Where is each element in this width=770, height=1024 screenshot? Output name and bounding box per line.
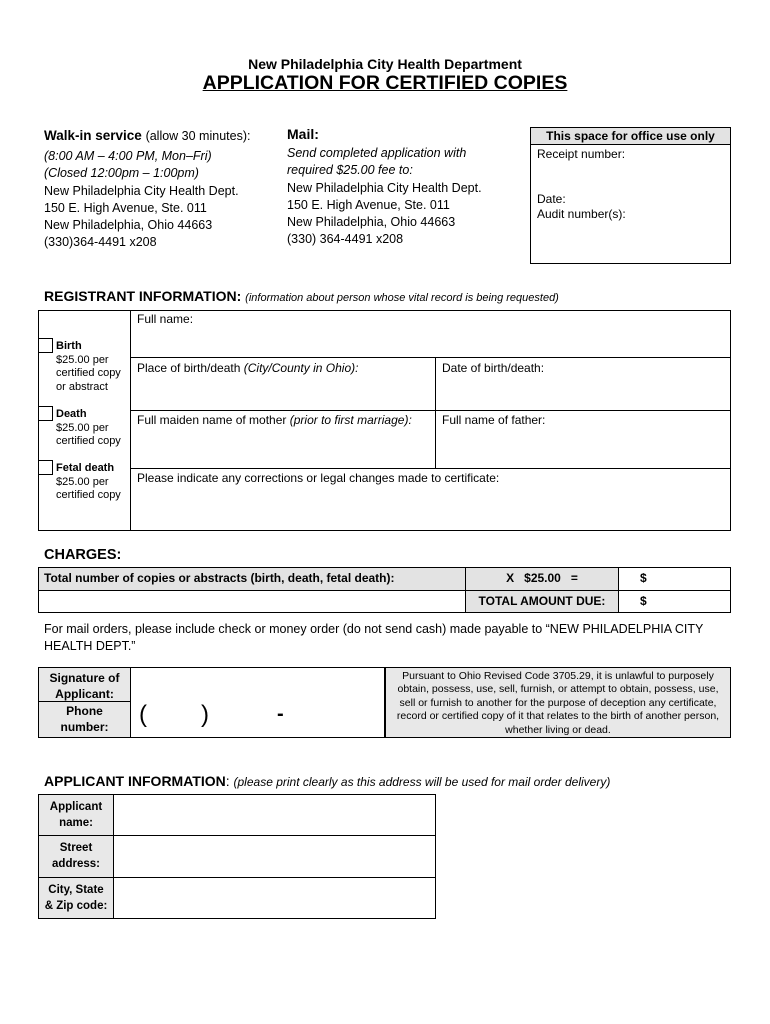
birth-checkbox[interactable] — [38, 338, 53, 353]
mother-input[interactable] — [137, 432, 433, 464]
signature-label: Signature of Applicant: — [49, 671, 120, 701]
date-input[interactable] — [442, 380, 728, 406]
total-copies-label: Total number of copies or abstracts (birth, death, fetal death): — [44, 571, 395, 585]
phone-paren-close: ) — [201, 701, 209, 728]
phone-line-input[interactable] — [292, 708, 382, 732]
phone-paren-open: ( — [139, 701, 147, 728]
price-multiplier: X $25.00 = — [506, 571, 578, 585]
office-use-heading: This space for office use only — [531, 128, 730, 145]
signature-input[interactable] — [136, 670, 384, 700]
full-name-input[interactable] — [137, 330, 726, 354]
walkin-heading: Walk-in service (allow 30 minutes): — [44, 128, 251, 143]
phone-prefix-input[interactable] — [214, 708, 278, 732]
department-name: New Philadelphia City Health Department — [248, 56, 522, 72]
fetal-death-checkbox[interactable] — [38, 460, 53, 475]
applicant-name-input[interactable] — [118, 798, 434, 834]
legal-notice: Pursuant to Ohio Revised Code 3705.29, it is unlawful to purposely obtain, possess, use, sell, furnish, or attempt to obtain, possess, use, sell or furnish to another for the purpose of deception any certificate, record or certified copy of it that relates to the birth of another person, whether living or dead. — [396, 670, 720, 736]
phone-area-code-input[interactable] — [150, 708, 202, 732]
office-use-box — [530, 127, 731, 264]
phone-dash: - — [277, 703, 284, 725]
mail-details: Send completed application with required $25.00 fee to: New Philadelphia City Health Dept. 150 E. High Avenue, Ste. 011 New Philadelphia, Ohio 44663 (330) 364-4491 x208 — [287, 146, 482, 247]
city-state-zip-input[interactable] — [118, 881, 434, 917]
full-name-label: Full name: — [137, 312, 194, 326]
death-checkbox[interactable] — [38, 406, 53, 421]
place-input[interactable] — [137, 380, 433, 406]
mother-label: Full maiden name of mother (prior to first marriage): — [137, 413, 412, 427]
charges-heading: CHARGES: — [44, 547, 122, 563]
applicant-heading: APPLICANT INFORMATION: (please print clearly as this address will be used for mail order delivery) — [44, 773, 611, 789]
receipt-number-label: Receipt number: — [537, 147, 626, 161]
street-address-input[interactable] — [118, 839, 434, 875]
place-label: Place of birth/death (City/County in Ohio): — [137, 361, 359, 375]
corrections-input[interactable] — [137, 490, 726, 526]
birth-option: Birth $25.00 per certified copy or abstract — [56, 340, 121, 393]
applicant-name-label: Applicant name: — [49, 801, 103, 829]
total-due-label: TOTAL AMOUNT DUE: — [478, 594, 606, 608]
mail-heading: Mail: — [287, 126, 319, 142]
phone-label: Phone number: — [60, 704, 109, 734]
total-amount-input[interactable] — [652, 592, 730, 613]
father-label: Full name of father: — [442, 413, 546, 427]
legal-notice-box — [385, 667, 731, 738]
copies-amount-input[interactable] — [652, 569, 730, 590]
corrections-label: Please indicate any corrections or legal changes made to certificate: — [137, 471, 500, 485]
fetal-death-option: Fetal death $25.00 per certified copy — [56, 462, 121, 501]
walkin-details: (8:00 AM – 4:00 PM, Mon–Fri) (Closed 12:00pm – 1:00pm) New Philadelphia City Health Dept. 150 E. High Avenue, Ste. 011 New Philadelphia, Ohio 44663 (330)364-4491 x208 — [44, 149, 239, 250]
mail-order-note: For mail orders, please include check or money order (do not send cash) made payable to “NEW PHILADELPHIA CITY HEALTH DEPT.” — [44, 622, 704, 653]
form-title: APPLICATION FOR CERTIFIED COPIES — [202, 72, 568, 94]
father-input[interactable] — [442, 432, 728, 464]
audit-number-label: Audit number(s): — [537, 207, 626, 221]
copies-dollar: $ — [640, 571, 647, 585]
date-label: Date of birth/death: — [442, 361, 545, 375]
street-address-label: Street address: — [52, 842, 100, 870]
death-option: Death $25.00 per certified copy — [56, 408, 121, 447]
office-date-label: Date: — [537, 192, 566, 206]
city-state-zip-label: City, State & Zip code: — [44, 884, 108, 912]
total-dollar: $ — [640, 594, 647, 608]
registrant-heading: REGISTRANT INFORMATION: (information about person whose vital record is being requested) — [44, 288, 559, 304]
